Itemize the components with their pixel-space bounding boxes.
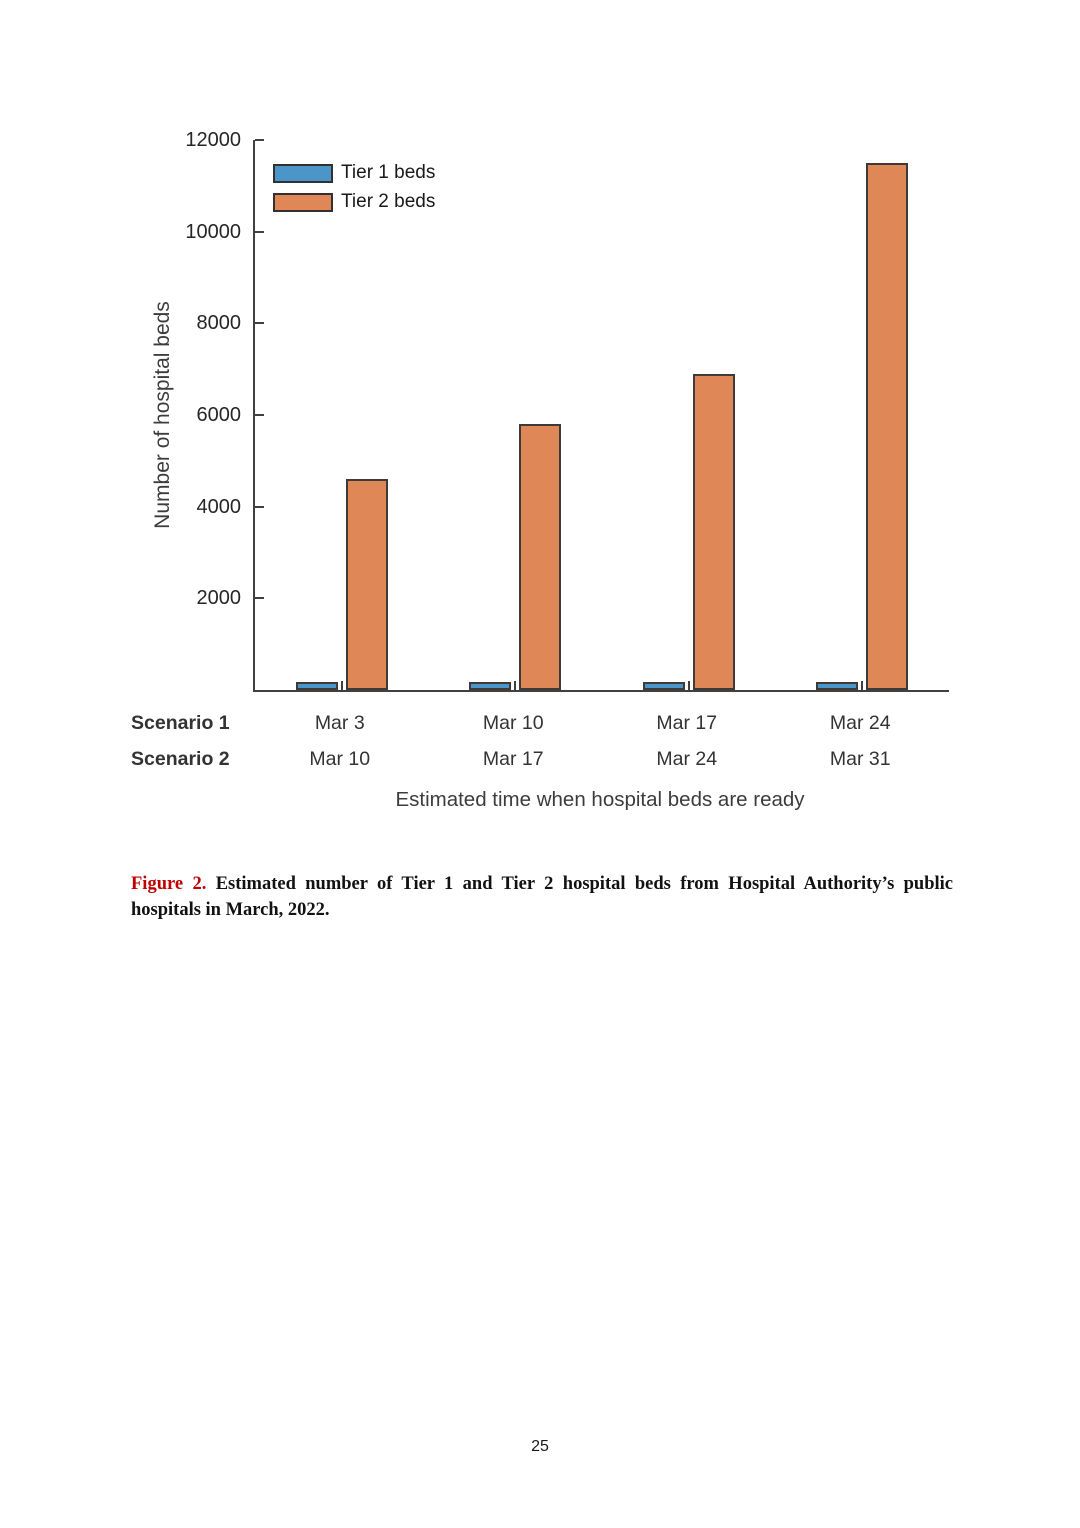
page-number: 25 [531, 1438, 549, 1455]
y-axis-tick-label: 12000 [185, 129, 241, 151]
scenario2-category-row [253, 744, 947, 774]
category-label: Mar 10 [482, 712, 544, 734]
legend-swatch-tier2 [273, 193, 333, 212]
x-axis-tick [861, 681, 863, 690]
y-axis-tick [255, 322, 264, 324]
y-axis-tick-label: 2000 [196, 587, 241, 610]
legend-label-tier2: Tier 2 beds [341, 191, 436, 212]
y-axis-tick-label: 10000 [185, 220, 241, 243]
y-axis-tick [255, 231, 264, 233]
y-axis-tick [255, 139, 264, 141]
scenario1-category-row [253, 708, 947, 738]
figure-caption-label: Figure 2. [131, 874, 207, 894]
bar-tier2-group2 [519, 424, 561, 690]
category-label: Mar 10 [309, 748, 371, 770]
figure-caption-text: Estimated number of Tier 1 and Tier 2 hospital beds from Hospital Authority’s public hospitals in March, 2022. [131, 874, 953, 920]
x-axis-tick [341, 681, 343, 690]
bar-tier2-group4 [866, 163, 908, 690]
category-label: Mar 17 [482, 748, 544, 770]
bar-tier1-group3 [643, 682, 685, 690]
bar-tier1-group4 [816, 682, 858, 690]
scenario2-row-label: Scenario 2 [131, 748, 230, 770]
bar-tier1-group2 [469, 682, 511, 690]
category-label: Mar 17 [656, 712, 718, 734]
legend-item-tier2 [273, 191, 435, 213]
y-axis-tick-label: 6000 [196, 404, 241, 426]
legend-swatch-tier1 [273, 164, 333, 183]
legend-label-tier1: Tier 1 beds [341, 162, 436, 183]
bar-tier2-group1 [346, 479, 388, 690]
plot-area [185, 129, 949, 692]
scenario1-row-label: Scenario 1 [131, 712, 230, 734]
legend-item-tier1 [273, 162, 435, 184]
bar-tier1-group1 [296, 682, 338, 690]
category-label: Mar 31 [829, 748, 891, 770]
bar-tier2-group3 [693, 374, 735, 690]
x-axis-title: Estimated time when hospital beds are ready [395, 788, 805, 811]
y-axis-tick-label: 4000 [196, 495, 241, 518]
category-label: Mar 24 [829, 712, 891, 734]
x-axis-tick [688, 681, 690, 690]
y-axis-tick [255, 597, 264, 599]
category-label: Mar 3 [314, 712, 365, 734]
y-axis-tick [255, 414, 264, 416]
y-axis-tick-label: 8000 [196, 312, 241, 335]
category-label: Mar 24 [656, 748, 718, 770]
y-axis-tick [255, 506, 264, 508]
x-axis-tick [514, 681, 516, 690]
figure-caption [131, 871, 953, 923]
y-axis-title: Number of hospital beds [151, 301, 174, 529]
chart-legend [273, 162, 435, 220]
